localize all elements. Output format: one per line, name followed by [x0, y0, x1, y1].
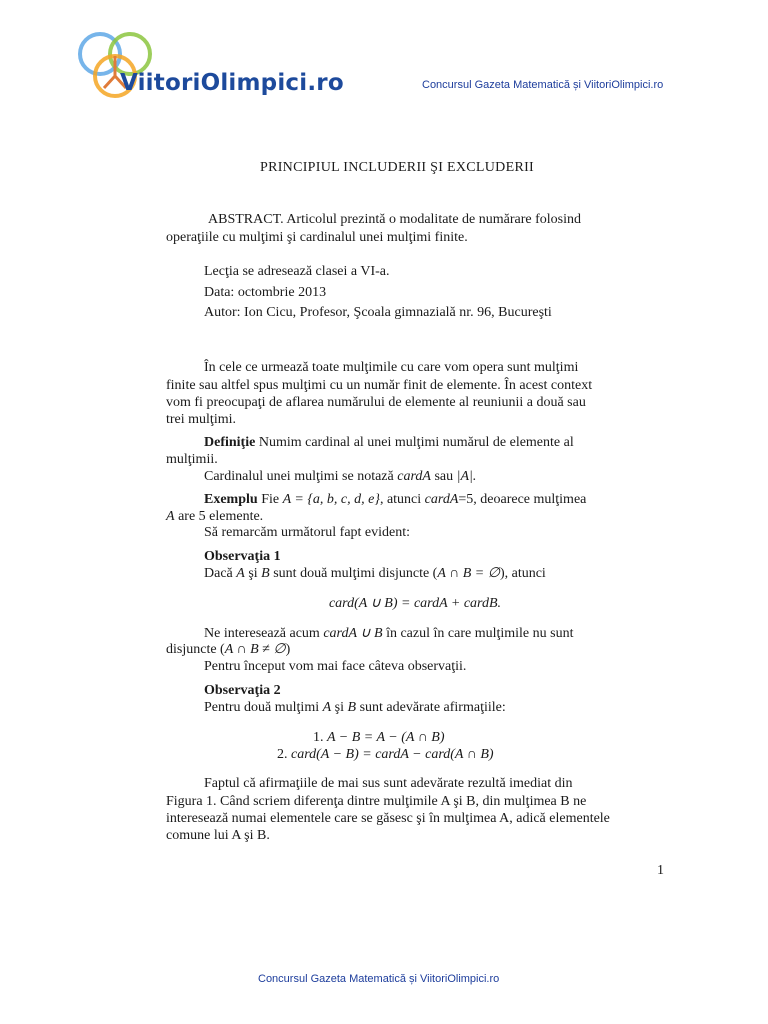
example-line-2-text: are 5 elemente. [178, 509, 264, 524]
obs1-set-b: B [261, 566, 270, 581]
interest-text-pre: Ne interesează acum [204, 626, 320, 641]
header-link[interactable]: Concursul Gazeta Matematică și ViitoriOlimpici.ro [422, 79, 664, 91]
intro-line-4: trei mulţimi. [166, 412, 236, 427]
cardinal-abs-symbol: |A|. [456, 469, 477, 484]
disjoint-text-pre: disjuncte ( [166, 642, 225, 657]
cardinal-symbol: cardA [397, 469, 431, 484]
para-line-3: interesează numai elementele care se găsesc şi în mulţimea A, adică elementele [166, 811, 610, 826]
cardinal-note-text: Cardinalul unei mulţimi se notază [204, 469, 394, 484]
interest-line-2 [166, 641, 290, 659]
para-line-2: Figura 1. Când scriem diferenţa dintre mulţimile A şi B, din mulţimea B ne [166, 794, 587, 809]
intro-line-3: vom fi preocupaţi de aflarea numărului de elemente al reuniunii a două sau [166, 395, 586, 410]
example-label: Exemplu [204, 492, 258, 507]
equation-1: card(A ∪ B) = cardA + cardB. [328, 596, 502, 611]
observation-2-text [204, 699, 506, 717]
obs1-and: şi [248, 566, 258, 581]
disjoint-condition: A ∩ B ≠ ∅ [224, 642, 286, 657]
list-item-1-number: 1. [313, 730, 324, 745]
definition-text: Numim cardinal al unei mulţimi numărul de elemente al [258, 435, 574, 450]
example-text-mid: , atunci [379, 492, 422, 507]
list-item-1-formula: A − B = A − (A ∩ B) [327, 730, 445, 745]
list-item-2 [277, 746, 494, 764]
para-line-1: Faptul că afirmaţiile de mai sus sunt adevărate rezultă imediat din [204, 776, 573, 791]
intro-line-1: În cele ce urmează toate mulţimile cu care vom opera sunt mulţimi [204, 360, 579, 375]
meta-author: Autor: Ion Cicu, Profesor, Şcoala gimnazială nr. 96, Bucureşti [204, 305, 552, 320]
meta-date: Data: octombrie 2013 [204, 285, 327, 300]
obs1-disjoint-text: sunt două mulţimi disjuncte ( [273, 566, 438, 581]
list-item-1 [313, 729, 445, 747]
example-set: A = {a, b, c, d, e} [282, 492, 380, 507]
interest-symbol: cardA ∪ B [323, 626, 383, 641]
obs2-and: şi [334, 700, 345, 715]
logo-text: ViitoriOlimpici.ro [120, 70, 344, 96]
obs1-then: ), atunci [499, 566, 546, 581]
obs2-text-post: sunt adevărate afirmaţiile: [359, 700, 506, 715]
disjoint-text-post: ) [285, 642, 291, 657]
observation-1-text [204, 565, 546, 583]
remark: Să remarcăm următorul fapt evident: [204, 525, 411, 540]
meta-lesson: Lecţia se adresează clasei a VI-a. [204, 264, 390, 279]
abstract-line-1: ABSTRACT. Articolul prezintă o modalitate de numărare folosind [208, 212, 581, 227]
footer-link[interactable]: Concursul Gazeta Matematică și ViitoriOlimpici.ro [258, 973, 500, 985]
example-line-1 [204, 491, 664, 509]
cardinal-note-or: sau [434, 469, 454, 484]
begin-note: Pentru început vom mai face câteva observaţii. [204, 659, 467, 674]
list-item-2-number: 2. [277, 747, 288, 762]
definition-line-2: mulţimii. [166, 452, 218, 467]
obs1-condition: A ∩ B = ∅ [437, 566, 500, 581]
interest-text-post: în cazul în care mulţimile nu sunt [386, 626, 574, 641]
observation-2-label: Observaţia 2 [204, 683, 281, 698]
logo[interactable] [76, 28, 366, 104]
obs1-if: Dacă [204, 566, 233, 581]
obs2-set-a: A [322, 700, 332, 715]
page-number: 1 [657, 863, 664, 878]
example-card: cardA [424, 492, 459, 507]
intro-line-2: finite sau altfel spus mulţimi cu un număr finit de elemente. În acest context [166, 378, 593, 393]
list-item-2-formula: card(A − B) = cardA − card(A ∩ B) [291, 747, 494, 762]
example-text-pre: Fie [261, 492, 280, 507]
page-title: PRINCIPIUL INCLUDERII ŞI EXCLUDERII [259, 160, 535, 175]
definition-line-1 [204, 434, 664, 452]
obs2-text-pre: Pentru două mulţimi [204, 700, 320, 715]
abstract-line-2: operaţiile cu mulţimi şi cardinalul unei mulţimi finite. [166, 230, 468, 245]
observation-1-label: Observaţia 1 [204, 549, 281, 564]
definition-label: Definiţie [204, 435, 256, 450]
example-set-symbol: A [166, 509, 175, 524]
obs1-set-a: A [236, 566, 245, 581]
obs2-set-b: B [347, 700, 357, 715]
para-line-4: comune lui A şi B. [166, 828, 270, 843]
example-text-post: =5, deoarece mulţimea [458, 492, 587, 507]
cardinal-note [204, 468, 476, 486]
